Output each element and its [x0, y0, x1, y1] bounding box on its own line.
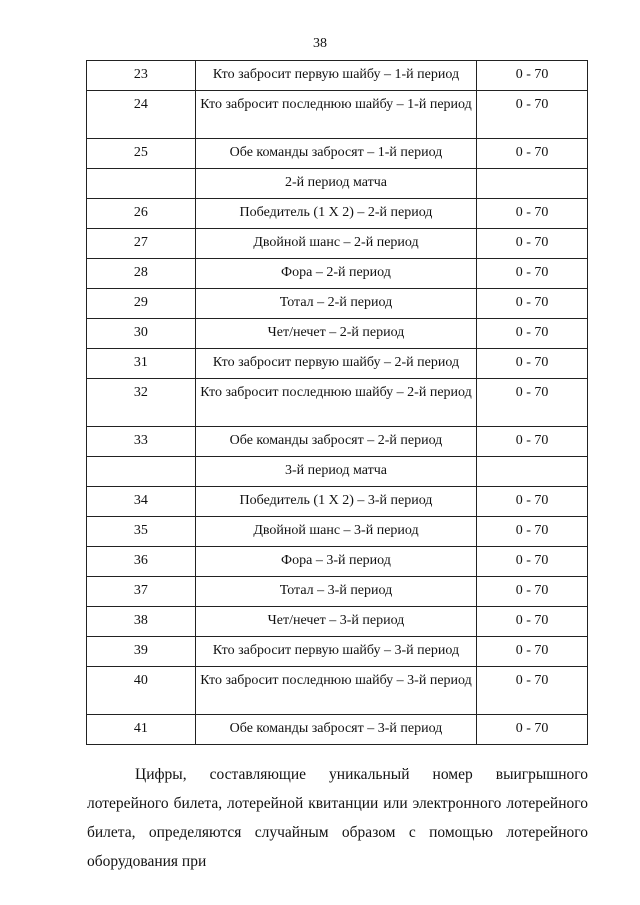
- table-row: [87, 61, 588, 91]
- row-number-cell: 28: [87, 259, 196, 289]
- number-range-cell: 0 - 70: [477, 517, 588, 547]
- number-range-cell: 0 - 70: [477, 289, 588, 319]
- row-number-cell: 35: [87, 517, 196, 547]
- row-number-cell: 29: [87, 289, 196, 319]
- bet-type-cell: Фора – 2-й период: [195, 259, 476, 289]
- bet-type-cell: Чет/нечет – 3-й период: [195, 607, 476, 637]
- bet-type-cell: Победитель (1 Х 2) – 2-й период: [195, 199, 476, 229]
- row-number-cell: 36: [87, 547, 196, 577]
- table-row: [87, 259, 588, 289]
- number-range-cell: 0 - 70: [477, 487, 588, 517]
- row-number-cell: [87, 457, 196, 487]
- table-row: [87, 667, 588, 715]
- section-heading-cell: 2-й период матча: [195, 169, 476, 199]
- number-range-cell: 0 - 70: [477, 667, 588, 715]
- number-range-cell: 0 - 70: [477, 379, 588, 427]
- bet-type-cell: Тотал – 2-й период: [195, 289, 476, 319]
- number-range-cell: [477, 457, 588, 487]
- number-range-cell: 0 - 70: [477, 547, 588, 577]
- table-row: [87, 577, 588, 607]
- number-range-cell: [477, 169, 588, 199]
- table-row: [87, 607, 588, 637]
- table-row: [87, 517, 588, 547]
- table-row: [87, 715, 588, 745]
- row-number-cell: 37: [87, 577, 196, 607]
- bet-type-cell: Победитель (1 Х 2) – 3-й период: [195, 487, 476, 517]
- table-row: [87, 229, 588, 259]
- number-range-cell: 0 - 70: [477, 607, 588, 637]
- row-number-cell: 38: [87, 607, 196, 637]
- page-number: 38: [313, 36, 327, 51]
- table-row: [87, 91, 588, 139]
- bet-type-cell: Кто забросит первую шайбу – 2-й период: [195, 349, 476, 379]
- row-number-cell: 34: [87, 487, 196, 517]
- bet-type-cell: Двойной шанс – 2-й период: [195, 229, 476, 259]
- table-row: [87, 319, 588, 349]
- number-range-cell: 0 - 70: [477, 139, 588, 169]
- bet-type-cell: Фора – 3-й период: [195, 547, 476, 577]
- table-row: [87, 427, 588, 457]
- number-range-cell: 0 - 70: [477, 637, 588, 667]
- bet-type-cell: Кто забросит первую шайбу – 1-й период: [195, 61, 476, 91]
- row-number-cell: 40: [87, 667, 196, 715]
- row-number-cell: 41: [87, 715, 196, 745]
- number-range-cell: 0 - 70: [477, 91, 588, 139]
- row-number-cell: 26: [87, 199, 196, 229]
- number-range-cell: 0 - 70: [477, 61, 588, 91]
- table-row: [87, 547, 588, 577]
- row-number-cell: 31: [87, 349, 196, 379]
- number-range-cell: 0 - 70: [477, 259, 588, 289]
- bet-type-cell: Двойной шанс – 3-й период: [195, 517, 476, 547]
- bet-type-cell: Чет/нечет – 2-й период: [195, 319, 476, 349]
- number-range-cell: 0 - 70: [477, 319, 588, 349]
- table-row: [87, 637, 588, 667]
- table-row: [87, 199, 588, 229]
- section-heading-row: [87, 457, 588, 487]
- number-range-cell: 0 - 70: [477, 715, 588, 745]
- bet-type-cell: Обе команды забросят – 2-й период: [195, 427, 476, 457]
- number-range-cell: 0 - 70: [477, 199, 588, 229]
- bet-type-cell: Кто забросит последнюю шайбу – 3-й период: [195, 667, 476, 715]
- bet-type-cell: Кто забросит первую шайбу – 3-й период: [195, 637, 476, 667]
- number-range-cell: 0 - 70: [477, 577, 588, 607]
- number-range-cell: 0 - 70: [477, 427, 588, 457]
- row-number-cell: 30: [87, 319, 196, 349]
- row-number-cell: 25: [87, 139, 196, 169]
- section-heading-row: [87, 169, 588, 199]
- bet-type-cell: Обе команды забросят – 1-й период: [195, 139, 476, 169]
- bet-type-cell: Обе команды забросят – 3-й период: [195, 715, 476, 745]
- row-number-cell: 39: [87, 637, 196, 667]
- table-row: [87, 289, 588, 319]
- section-heading-cell: 3-й период матча: [195, 457, 476, 487]
- bet-type-cell: Кто забросит последнюю шайбу – 1-й период: [195, 91, 476, 139]
- row-number-cell: 33: [87, 427, 196, 457]
- number-range-cell: 0 - 70: [477, 349, 588, 379]
- table-row: [87, 379, 588, 427]
- table-row: [87, 349, 588, 379]
- body-paragraph: Цифры, составляющие уникальный номер выигрышного лотерейного билета, лотерейной квитанции или электронного лотерейного билета, определяются случайным образом с помощью лотерейного оборудования при: [87, 766, 588, 870]
- row-number-cell: 32: [87, 379, 196, 427]
- row-number-cell: 24: [87, 91, 196, 139]
- bet-type-cell: Тотал – 3-й период: [195, 577, 476, 607]
- table-row: [87, 139, 588, 169]
- table-row: [87, 487, 588, 517]
- row-number-cell: [87, 169, 196, 199]
- bet-types-table: [86, 60, 588, 745]
- row-number-cell: 23: [87, 61, 196, 91]
- bet-type-cell: Кто забросит последнюю шайбу – 2-й период: [195, 379, 476, 427]
- number-range-cell: 0 - 70: [477, 229, 588, 259]
- row-number-cell: 27: [87, 229, 196, 259]
